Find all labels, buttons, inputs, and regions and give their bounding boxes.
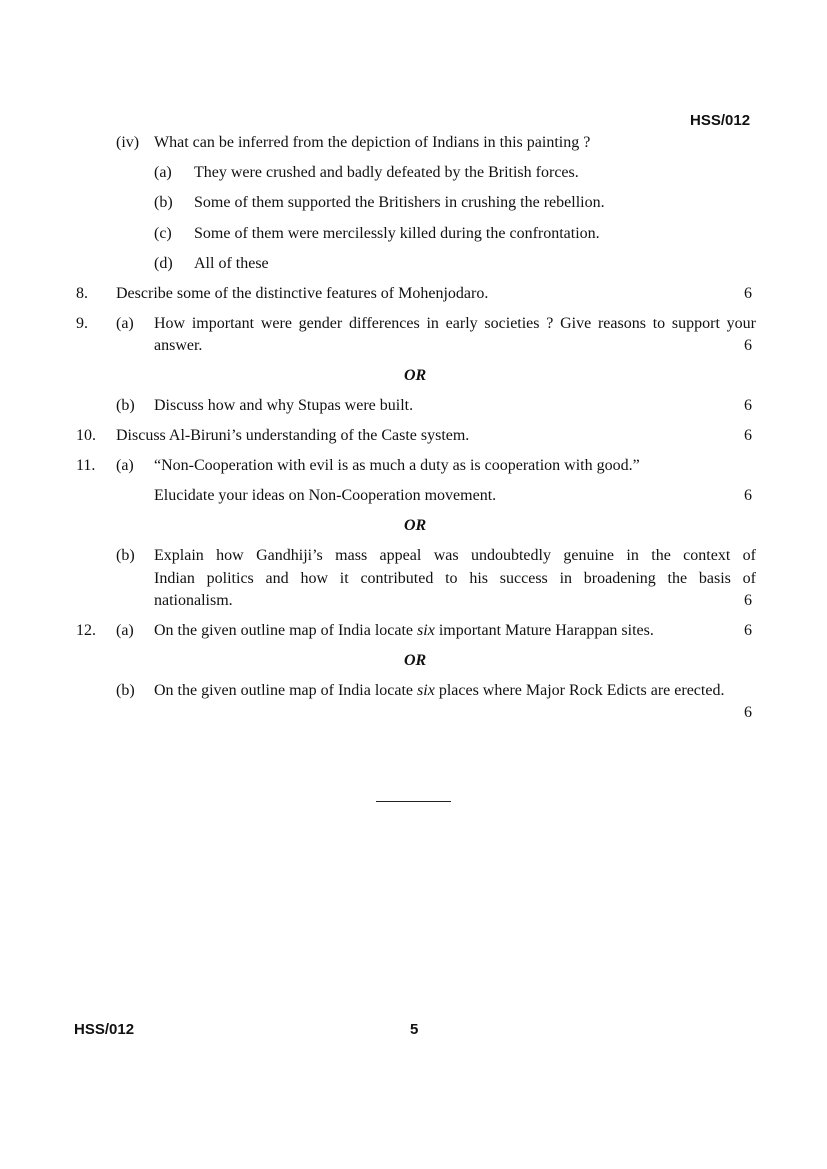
q10-text: Discuss Al-Biruni’s understanding of the Caste system. (116, 427, 470, 444)
q9-number: 9. (76, 315, 88, 332)
q11-number: 11. (76, 457, 96, 474)
q11-a-quote: “Non-Cooperation with evil is as much a duty as is cooperation with good.” (154, 457, 640, 474)
end-rule (376, 801, 451, 802)
q11-b-line2: Indian politics and how it contributed to his success in broadening the basis of (154, 570, 756, 587)
or-separator-q9: OR (404, 367, 427, 384)
q9-b-text: Discuss how and why Stupas were built. (154, 397, 414, 414)
q11-a-label: (a) (116, 457, 134, 474)
q7-option-d-text: All of these (194, 255, 269, 272)
q8-number: 8. (76, 285, 88, 302)
q7-iv-number: (iv) (116, 134, 140, 151)
q12-b-marks: 6 (744, 704, 752, 721)
q12-b-text: On the given outline map of India locate six places where Major Rock Edicts are erected. (154, 682, 725, 699)
q7-option-c-text: Some of them were mercilessly killed during the confrontation. (194, 225, 600, 242)
q7-option-d-label: (d) (154, 255, 173, 272)
page-number: 5 (410, 1021, 419, 1038)
q7-option-a-label: (a) (154, 164, 172, 181)
q11-a-text: Elucidate your ideas on Non-Cooperation movement. (154, 487, 497, 504)
q8-marks: 6 (744, 285, 752, 302)
q11-b-line3: nationalism. (154, 592, 233, 609)
q11-b-line1: Explain how Gandhiji’s mass appeal was undoubtedly genuine in the context of (154, 547, 756, 564)
q11-a-marks: 6 (744, 487, 752, 504)
q8-text: Describe some of the distinctive features of Mohenjodaro. (116, 285, 489, 302)
q9-a-marks: 6 (744, 337, 752, 354)
q12-a-emphasis: six (417, 622, 435, 639)
q9-a-line2: answer. (154, 337, 203, 354)
q7-option-a-text: They were crushed and badly defeated by the British forces. (194, 164, 579, 181)
q12-a-marks: 6 (744, 622, 752, 639)
q7-option-c-label: (c) (154, 225, 172, 242)
header-code: HSS/012 (690, 112, 751, 129)
q12-b-emphasis: six (417, 682, 435, 699)
q12-a-label: (a) (116, 622, 134, 639)
q12-a-text: On the given outline map of India locate six important Mature Harappan sites. (154, 622, 654, 639)
q7-option-b-text: Some of them supported the Britishers in crushing the rebellion. (194, 194, 605, 211)
q7-iv-text: What can be inferred from the depiction of Indians in this painting ? (154, 134, 591, 151)
q9-a-label: (a) (116, 315, 134, 332)
footer-code: HSS/012 (74, 1021, 135, 1038)
or-separator-q11: OR (404, 517, 427, 534)
q9-a-line1: How important were gender differences in early societies ? Give reasons to support your (154, 315, 756, 332)
or-separator-q12: OR (404, 652, 427, 669)
q12-b-label: (b) (116, 682, 135, 699)
q9-b-marks: 6 (744, 397, 752, 414)
q10-marks: 6 (744, 427, 752, 444)
q10-number: 10. (76, 427, 96, 444)
q11-b-marks: 6 (744, 592, 752, 609)
q11-b-label: (b) (116, 547, 135, 564)
q12-number: 12. (76, 622, 96, 639)
q7-option-b-label: (b) (154, 194, 173, 211)
q9-b-label: (b) (116, 397, 135, 414)
